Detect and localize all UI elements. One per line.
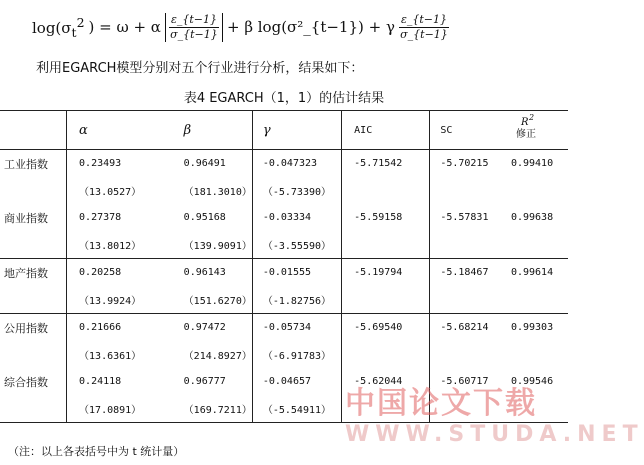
table-row: （13.0527） （181.3010） （-5.73390） [0,177,568,204]
table-row: （13.6361） （214.8927） （-6.91783） [0,341,568,368]
formula-ratio-term: $\frac{\varepsilon\_\{t-1\}}{\sigma\_\{t-1\}}$ [400,12,448,41]
table-row: （13.8012） （139.9091） （-3.55590） [0,231,568,259]
formula-lhs: $\log(\sigma_t^2$ [32,14,85,40]
header-sc: SC [430,111,501,150]
formula-rhs-a: ) = ω + α [88,18,161,36]
table-row: 地产指数 0.20258 0.96143 -0.01555 -5.19794 -5.18467 0.99614 [0,259,568,287]
watermark-chinese: 中国论文下载 [345,386,537,421]
table-row: 综合指数 0.24118 0.96777 -0.04657 -5.62044 -5.60717 0.99546 [0,368,568,395]
header-gamma: γ [252,111,341,150]
header-adjusted-r-squared: R 2 修正 [501,111,568,150]
table-row: 工业指数 0.23493 0.96491 -0.047323 -5.71542 -5.70215 0.99410 [0,150,568,178]
table-row: （17.0891） （169.7211） （-5.54911） [0,395,568,423]
table-footnote: （注：以上各表括号中为 t 统计量） [8,445,185,458]
watermark-url: WWW.STUDA.NET [345,422,644,447]
egarch-results-table [0,110,568,423]
header-beta: β [154,111,253,150]
table-header-row [0,111,568,150]
intro-text: 利用EGARCH模型分别对五个行业进行分析，结果如下： [36,61,364,76]
header-alpha: α [67,111,154,150]
formula-abs-term: $\frac{\varepsilon\_\{t-1\}}{\sigma\_\{t-1\}}$ [165,13,223,42]
table-caption: 表4 EGARCH（1，1）的估计结果 [183,91,385,106]
formula-rhs-b: + β log(σ²_{t−1}) + γ [226,18,395,36]
table-row: 公用指数 0.21666 0.97472 -0.05734 -5.69540 -5.68214 0.99303 [0,314,568,342]
table-row: 商业指数 0.27378 0.95168 -0.03334 -5.59158 -5.57831 0.99638 [0,204,568,231]
table-row: （13.9924） （151.6270） （-1.82756） [0,286,568,314]
egarch-formula [32,4,449,50]
header-aic: AIC [342,111,430,150]
header-blank [0,111,67,150]
